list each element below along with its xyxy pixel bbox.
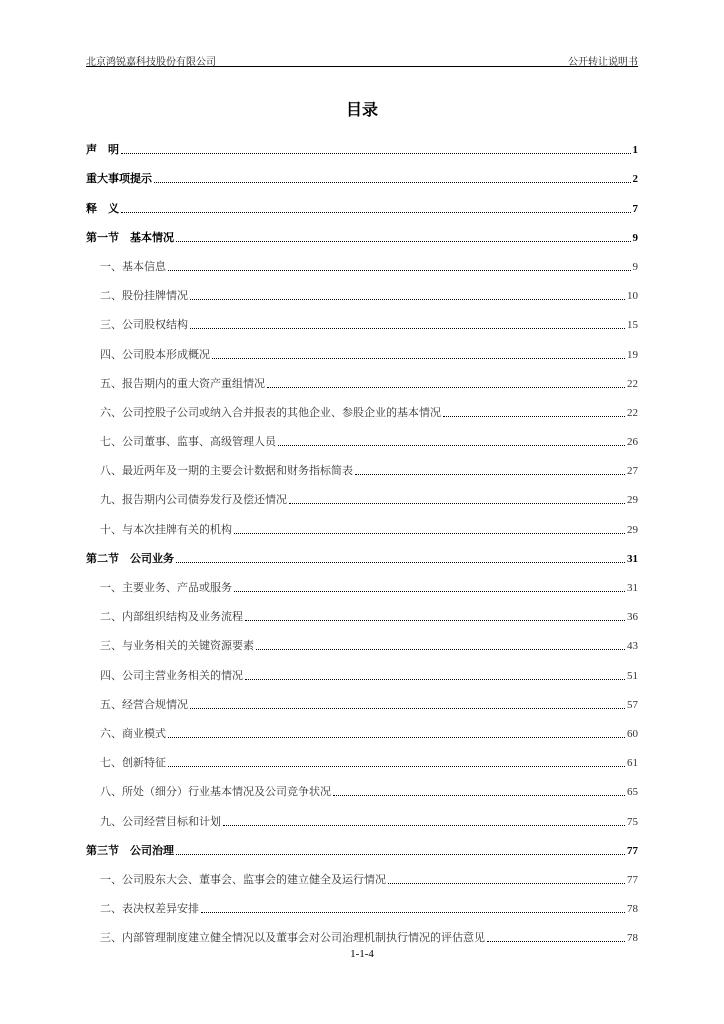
toc-entry-page: 27 [627, 465, 638, 478]
toc-dot-leader [267, 386, 625, 388]
toc-entry-page: 65 [627, 786, 638, 799]
toc-entry-title: 八、所处（细分）行业基本情况及公司竞争状况 [100, 785, 331, 799]
toc-section-entry[interactable] [86, 770, 638, 799]
toc-section-entry[interactable] [86, 420, 638, 449]
toc-entry-page: 22 [627, 377, 638, 390]
toc-dot-leader [333, 794, 625, 796]
toc-dot-leader [168, 269, 631, 271]
toc-section-entry[interactable] [86, 566, 638, 595]
toc-dot-leader [176, 240, 631, 242]
toc-entry-page: 29 [627, 494, 638, 507]
toc-entry-page: 1 [632, 144, 638, 157]
toc-dot-leader [121, 211, 631, 213]
toc-dot-leader [234, 532, 625, 534]
toc-entry-page: 57 [627, 698, 638, 711]
toc-dot-leader [487, 940, 625, 942]
toc-entry-page: 9 [632, 260, 638, 273]
toc-section-entry[interactable] [86, 799, 638, 828]
toc-entry-page: 31 [627, 582, 638, 594]
toc-entry-title: 三、公司股权结构 [100, 318, 188, 332]
toc-chapter-entry[interactable] [86, 186, 638, 215]
toc-entry-page: 19 [627, 348, 638, 361]
toc-chapter-entry[interactable] [86, 216, 638, 245]
header-company: 北京鸿锐嘉科技股份有限公司 [86, 57, 216, 68]
toc-entry-title: 八、最近两年及一期的主要会计数据和财务指标简表 [100, 464, 353, 478]
header-divider [86, 66, 638, 67]
toc-dot-leader [168, 736, 625, 738]
toc-entry-page: 9 [632, 231, 638, 244]
toc-dot-leader [121, 152, 631, 154]
toc-dot-leader [443, 415, 625, 417]
header-doc-type: 公开转让说明书 [568, 57, 638, 68]
toc-entry-title: 四、公司股本形成概况 [100, 347, 210, 361]
toc-entry-page: 78 [627, 932, 638, 945]
toc-entry-page: 29 [627, 523, 638, 536]
toc-section-entry[interactable] [86, 449, 638, 478]
toc-entry-page: 77 [627, 844, 638, 857]
toc-section-entry[interactable] [86, 741, 638, 770]
toc-section-entry[interactable] [86, 303, 638, 332]
toc-section-entry[interactable] [86, 507, 638, 536]
toc-entry-title: 重大事项提示 [86, 172, 152, 186]
toc-entry-page: 60 [627, 727, 638, 740]
toc-entry-title: 四、公司主营业务相关的情况 [100, 668, 243, 682]
toc-entry-title: 声 明 [86, 143, 119, 157]
toc-entry-page: 43 [627, 640, 638, 653]
toc-chapter-entry[interactable] [86, 537, 638, 566]
toc-chapter-entry[interactable] [86, 128, 638, 157]
page-header [86, 53, 638, 67]
page-title: 目录 [345, 100, 378, 119]
toc-entry-title: 三、内部管理制度建立健全情况以及董事会对公司治理机制执行情况的评估意见 [100, 931, 485, 945]
toc-entry-page: 26 [627, 436, 638, 449]
toc-dot-leader [212, 357, 625, 359]
toc-entry-title: 释 义 [86, 201, 119, 215]
toc-section-entry[interactable] [86, 712, 638, 741]
toc-dot-leader [245, 678, 625, 680]
toc-chapter-entry[interactable] [86, 829, 638, 858]
toc-entry-page: 15 [627, 319, 638, 332]
toc-dot-leader [176, 561, 625, 563]
toc-entry-title: 十、与本次挂牌有关的机构 [100, 522, 232, 536]
toc-dot-leader [201, 911, 625, 913]
toc-entry-title: 九、公司经营目标和计划 [100, 814, 221, 828]
toc-entry-title: 三、与业务相关的关键资源要素 [100, 639, 254, 653]
toc-entry-title: 第三节 公司治理 [86, 843, 174, 857]
toc-entry-title: 七、创新特征 [100, 756, 166, 770]
toc-section-entry[interactable] [86, 595, 638, 624]
toc-entry-title: 二、内部组织结构及业务流程 [100, 610, 243, 624]
toc-section-entry[interactable] [86, 624, 638, 653]
toc-section-entry[interactable] [86, 653, 638, 682]
toc-dot-leader [168, 765, 625, 767]
toc-section-entry[interactable] [86, 332, 638, 361]
toc-dot-leader [355, 473, 625, 475]
toc-entry-page: 77 [627, 873, 638, 886]
toc-entry-title: 二、表决权差异安排 [100, 902, 199, 916]
toc-entry-page: 51 [627, 669, 638, 682]
toc-entry-title: 五、报告期内的重大资产重组情况 [100, 376, 265, 390]
toc-section-entry[interactable] [86, 887, 638, 916]
toc-entry-page: 10 [627, 290, 638, 303]
toc-dot-leader [245, 619, 625, 621]
table-of-contents [86, 128, 638, 945]
toc-entry-page: 7 [632, 202, 638, 215]
toc-dot-leader [278, 444, 625, 446]
toc-section-entry[interactable] [86, 362, 638, 391]
toc-entry-page: 22 [627, 406, 638, 419]
toc-chapter-entry[interactable] [86, 157, 638, 186]
toc-entry-page: 75 [627, 815, 638, 828]
toc-dot-leader [289, 502, 625, 504]
toc-entry-page: 36 [627, 611, 638, 624]
toc-entry-title: 一、公司股东大会、董事会、监事会的建立健全及运行情况 [100, 872, 386, 886]
toc-entry-title: 六、公司控股子公司或纳入合并报表的其他企业、参股企业的基本情况 [100, 405, 441, 419]
toc-dot-leader [223, 824, 625, 826]
toc-dot-leader [190, 298, 625, 300]
toc-entry-title: 一、基本信息 [100, 259, 166, 273]
toc-entry-title: 二、股份挂牌情况 [100, 289, 188, 303]
toc-dot-leader [154, 181, 631, 183]
toc-dot-leader [190, 707, 625, 709]
toc-section-entry[interactable] [86, 478, 638, 507]
toc-dot-leader [256, 648, 625, 650]
toc-entry-page: 61 [627, 757, 638, 770]
toc-entry-title: 六、商业模式 [100, 726, 166, 740]
toc-entry-title: 第二节 公司业务 [86, 551, 174, 565]
toc-dot-leader [388, 882, 625, 884]
toc-entry-title: 一、主要业务、产品或服务 [100, 581, 232, 594]
toc-entry-title: 五、经营合规情况 [100, 697, 188, 711]
toc-section-entry[interactable] [86, 391, 638, 420]
toc-entry-page: 31 [627, 552, 638, 565]
toc-section-entry[interactable] [86, 274, 638, 303]
toc-entry-title: 七、公司董事、监事、高级管理人员 [100, 435, 276, 449]
page-number: 1-1-4 [350, 948, 374, 960]
toc-section-entry[interactable] [86, 916, 638, 945]
toc-section-entry[interactable] [86, 683, 638, 712]
toc-dot-leader [190, 327, 625, 329]
toc-dot-leader [176, 853, 625, 855]
toc-section-entry[interactable] [86, 858, 638, 887]
toc-entry-title: 九、报告期内公司债券发行及偿还情况 [100, 493, 287, 507]
toc-entry-title: 第一节 基本情况 [86, 230, 174, 244]
toc-entry-page: 2 [632, 173, 638, 186]
toc-section-entry[interactable] [86, 245, 638, 274]
toc-entry-page: 78 [627, 903, 638, 916]
toc-dot-leader [234, 590, 625, 592]
